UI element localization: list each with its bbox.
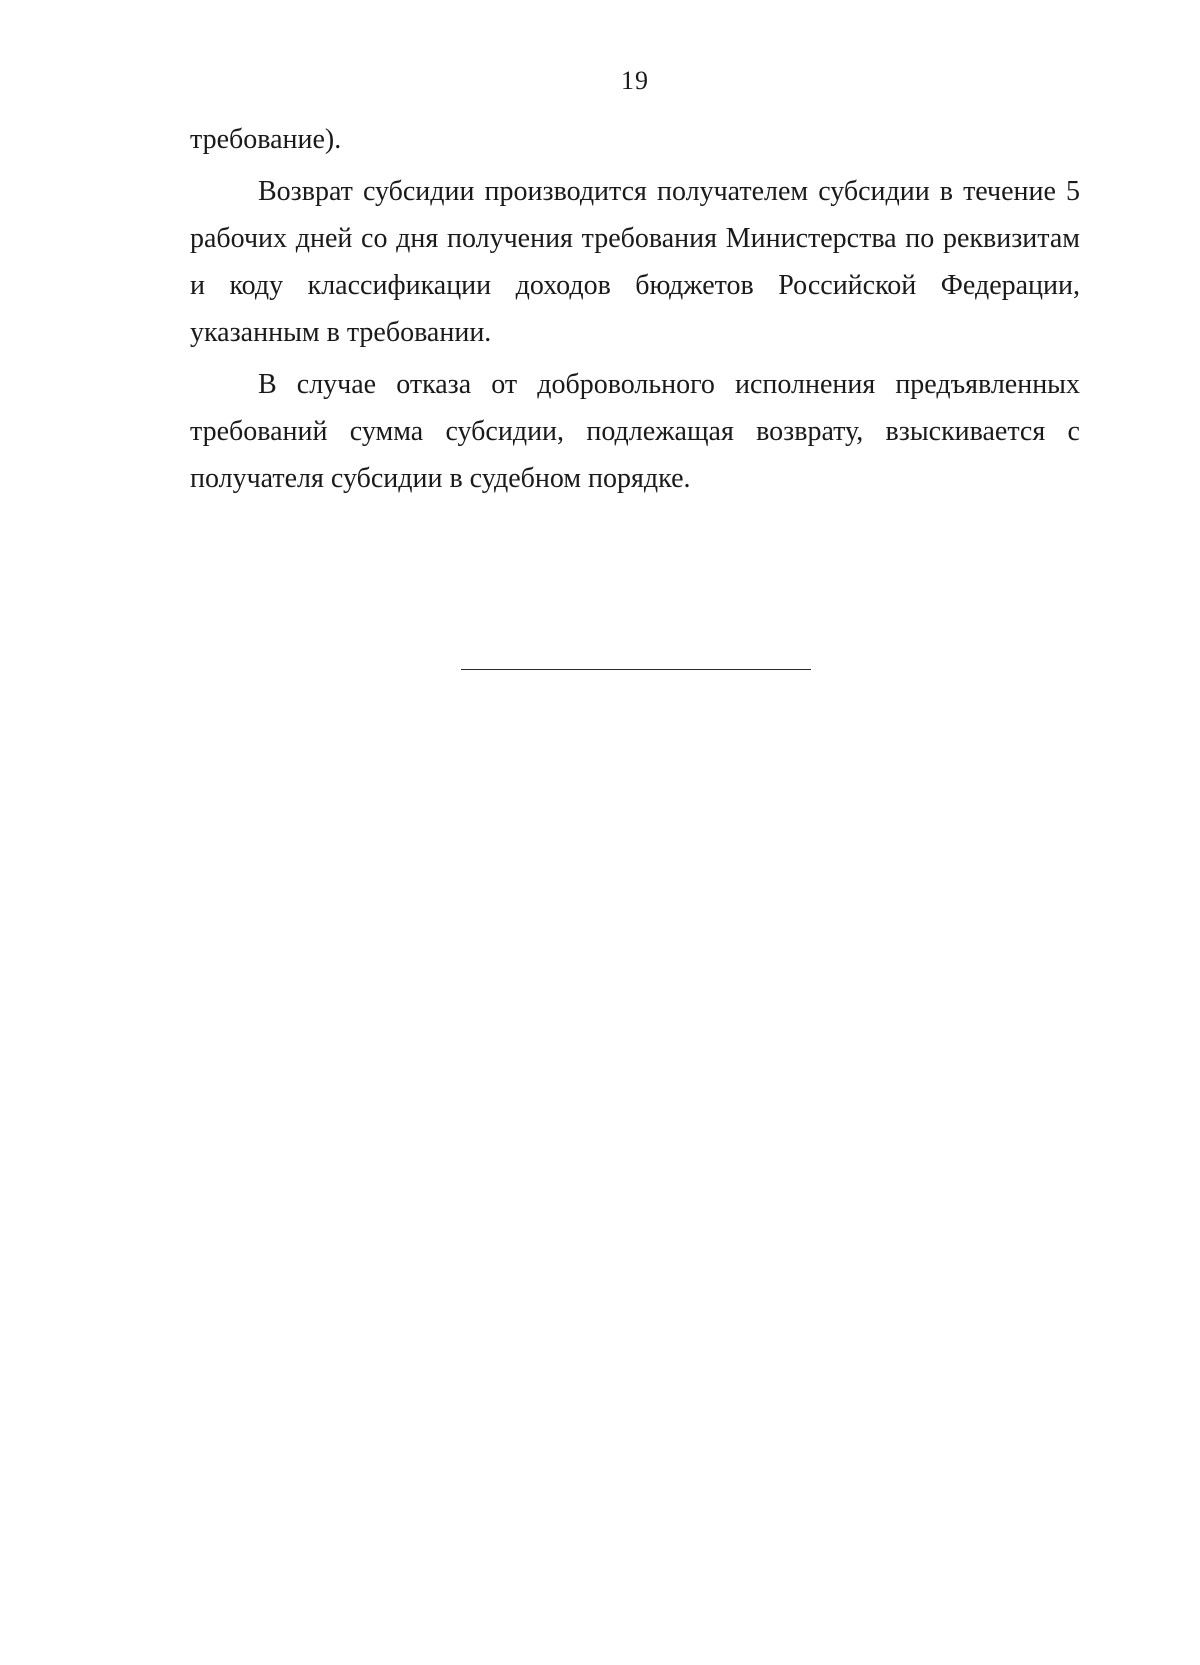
paragraph-refund-procedure: Возврат субсидии производится получателем субсидии в течение 5 рабочих дней со дня получения требования Министерства по реквизитам и коду классификации доходов бюджетов Российской Федерации, указанным в требовании. (190, 176, 1080, 348)
paragraph-judicial-recovery: В случае отказа от добровольного исполнения предъявленных требований сумма субсидии, подлежащая возврату, взыскивается с получателя субсидии в судебном порядке. (190, 369, 1080, 494)
paragraph-continuation: требование). (190, 124, 342, 155)
page-number: 19 (621, 66, 649, 95)
end-of-document-rule (461, 669, 811, 670)
document-body (190, 116, 1080, 502)
